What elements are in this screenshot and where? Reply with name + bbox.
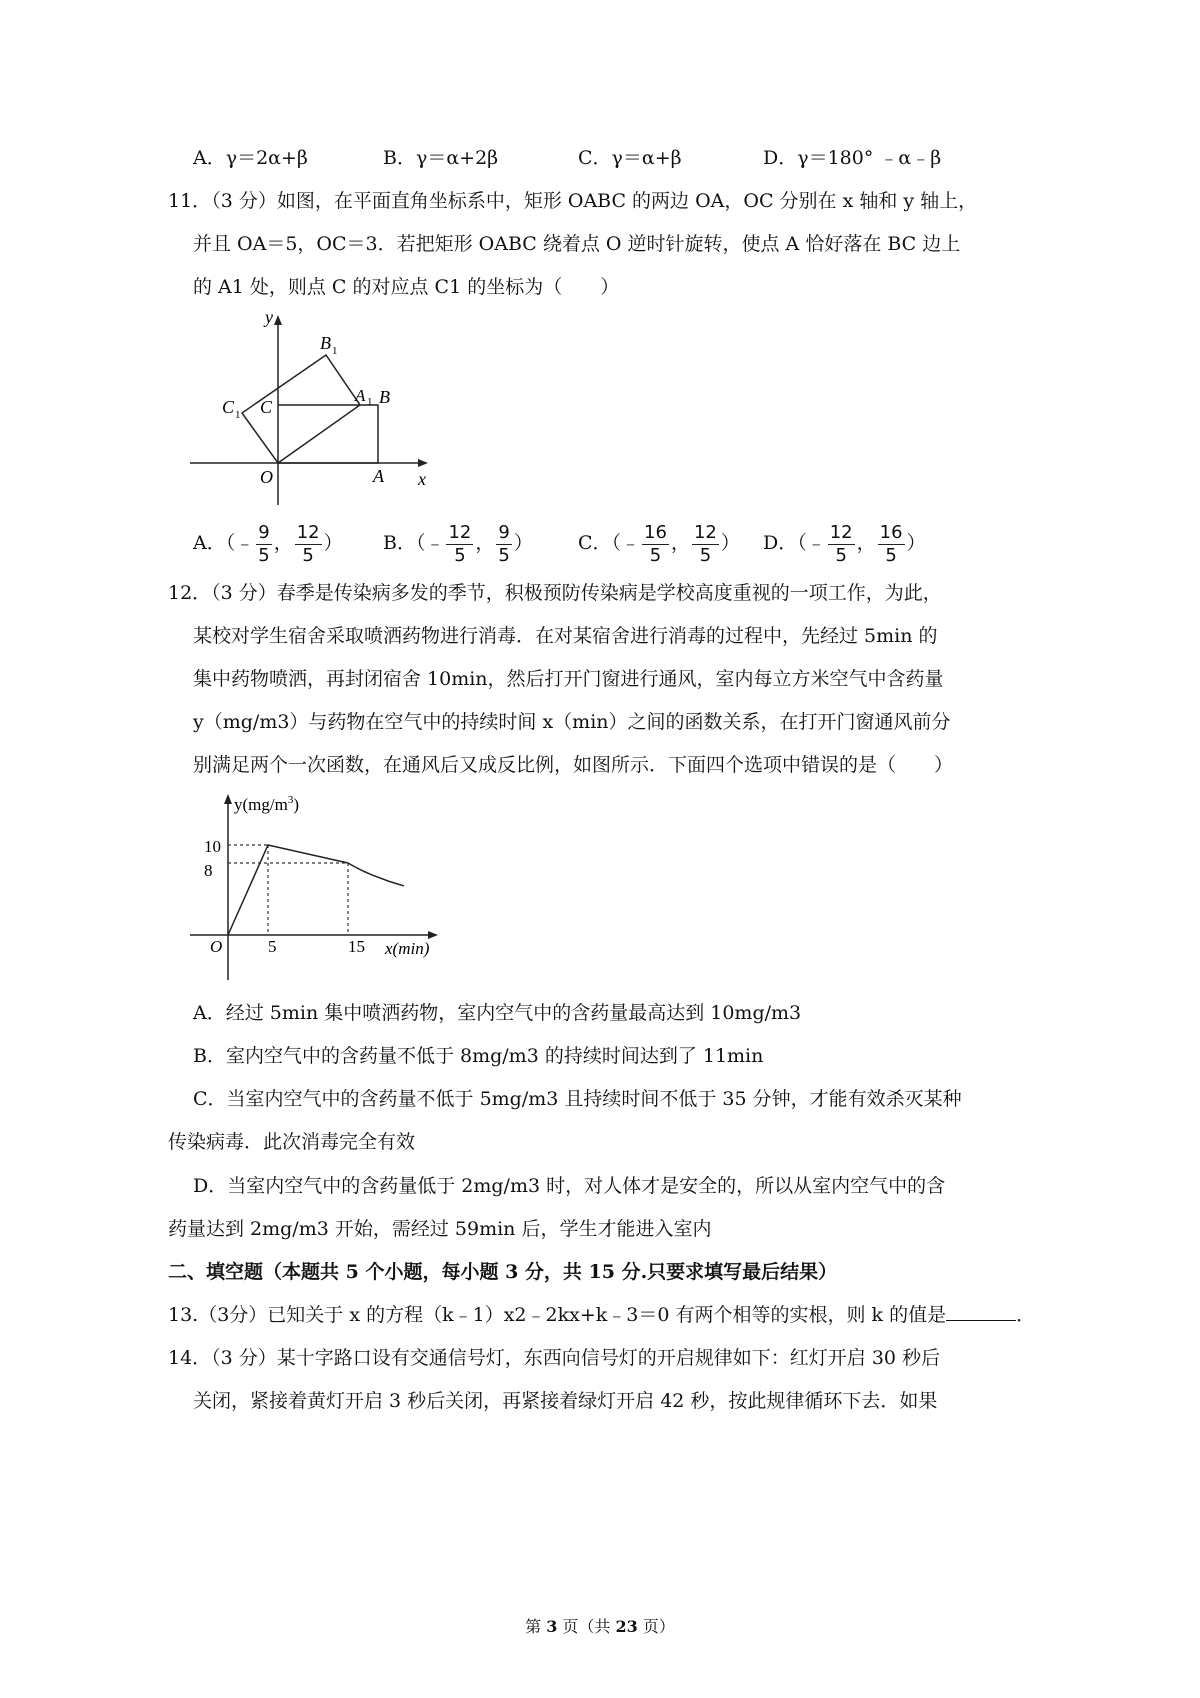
q10-option-b: B．γ＝α+2β: [383, 147, 499, 169]
q13-answer-blank: [946, 1300, 1016, 1321]
q12-option-a: A．经过 5min 集中喷洒药物，室内空气中的含药量最高达到 10mg/m3: [193, 1002, 802, 1024]
q12-option-d-line-2: 药量达到 2mg/m3 开始，需经过 59min 后，学生才能进入室内: [168, 1218, 712, 1240]
q12-chart: [190, 790, 450, 985]
chart-xtick-5: 5: [268, 937, 277, 956]
q11-option-d-frac1: $\frac{12}{5}$: [829, 521, 853, 566]
label-b1: B: [320, 333, 331, 353]
q11-option-b-frac2: $\frac{9}{5}$: [498, 521, 510, 566]
label-a: A: [373, 466, 384, 486]
chart-origin-label: O: [210, 937, 223, 956]
q14-line-2: 关闭，紧接着黄灯开启 3 秒后关闭，再紧接着绿灯开启 42 秒，按此规律循环下去．如果: [193, 1390, 938, 1412]
chart-y-axis-arrow: [224, 794, 232, 804]
q11-option-d: D．（﹣ $\frac{12}{5}$ ， $\frac{16}{5}$ ）: [763, 521, 926, 566]
q11-option-b-letter: B．（﹣: [383, 532, 445, 554]
q11-option-c-frac2: $\frac{12}{5}$: [693, 521, 717, 566]
chart-xtick-15: 15: [348, 937, 365, 956]
q12-option-c-line-1: C．当室内空气中的含药量不低于 5mg/m3 且持续时间不低于 35 分钟，才能有效杀灭某种: [193, 1088, 962, 1110]
chart-xlabel: x(min): [385, 939, 430, 958]
q11-option-a: A．（﹣ $\frac{9}{5}$ ， $\frac{12}{5}$ ）: [193, 521, 343, 566]
label-x: x: [418, 469, 426, 489]
page-number: 3: [546, 1617, 558, 1636]
q11-figure: [190, 305, 440, 510]
label-c1: C: [222, 397, 235, 417]
q11-text-1: 如图，在平面直角坐标系中，矩形 OABC 的两边 OA，OC 分别在 x 轴和 y 轴上，: [276, 190, 978, 212]
section-2-heading: 二、填空题（本题共 5 个小题，每小题 3 分，共 15 分.只要求填写最后结果）: [168, 1261, 838, 1283]
chart-x-axis-arrow: [428, 931, 438, 939]
chart-ytick-8: 8: [204, 861, 213, 880]
q11-option-c-frac1: $\frac{16}{5}$: [644, 521, 667, 566]
y-axis-arrow: [274, 315, 282, 325]
q11-option-d-frac2: $\frac{16}{5}$: [879, 521, 903, 566]
q12-line-3: 集中药物喷洒，再封闭宿舍 10min，然后打开门窗进行通风，室内每立方米空气中含药量: [193, 668, 944, 690]
q11-option-c: C．（﹣ $\frac{16}{5}$ ， $\frac{12}{5}$ ）: [578, 521, 740, 566]
q11-option-b-frac1: $\frac{12}{5}$: [448, 521, 472, 566]
q13-text: 13.（3分）已知关于 x 的方程（k﹣1）x2﹣2kx+k﹣3＝0 有两个相等的实根，则 k 的值是: [168, 1304, 947, 1326]
q11-option-a-frac1: $\frac{9}{5}$: [258, 521, 270, 566]
q11-line-1: [168, 186, 977, 216]
q12-line-2: 某校对学生宿舍采取喷洒药物进行消毒．在对某宿舍进行消毒的过程中，先经过 5min 的: [193, 625, 938, 647]
q11-option-b: B．（﹣ $\frac{12}{5}$ ， $\frac{9}{5}$ ）: [383, 521, 533, 566]
chart-ytick-10: 10: [204, 837, 221, 856]
label-c: C: [260, 397, 273, 417]
q11-line-2: 并且 OA＝5，OC＝3．若把矩形 OABC 绕着点 O 逆时针旋转，使点 A 恰好落在 BC 边上: [193, 233, 961, 255]
q12-option-d-line-1: D．当室内空气中的含药量低于 2mg/m3 时，对人体才是安全的，所以从室内空气中的含: [193, 1175, 946, 1197]
q11-score: （3 分）: [211, 190, 277, 212]
label-o: O: [260, 467, 273, 487]
q11-number: 11．: [168, 190, 212, 212]
q12-option-c-line-2: 传染病毒．此次消毒完全有效: [168, 1131, 416, 1153]
label-a1: A: [355, 386, 366, 405]
q12-line-1: 12．（3 分）春季是传染病多发的季节，积极预防传染病是学校高度重视的一项工作，为此，: [168, 582, 942, 604]
q10-option-c: C．γ＝α+β: [578, 147, 682, 169]
label-b: B: [379, 387, 390, 407]
rectangle-oabc: [278, 405, 378, 463]
page-footer: 第 3 页（共 23 页）: [525, 1617, 675, 1636]
q10-option-d: D．γ＝180° ﹣α﹣β: [763, 147, 942, 169]
q11-option-c-letter: C．（﹣: [578, 532, 641, 554]
q13-end: ．: [1016, 1304, 1036, 1326]
chart-ylabel: $y(mg/m^3)$: [234, 794, 300, 814]
q14-line-1: 14．（3 分）某十字路口设有交通信号灯，东西向信号灯的开启规律如下：红灯开启 30 秒后: [168, 1347, 941, 1369]
chart-series: [228, 845, 404, 935]
q12-line-4: y（mg/m3）与药物在空气中的持续时间 x（min）之间的函数关系，在打开门窗通风前分: [193, 711, 951, 733]
chart-series-linear: [228, 845, 348, 935]
q11-option-a-frac2: $\frac{12}{5}$: [296, 521, 320, 566]
q11-option-d-letter: D．（﹣: [763, 532, 826, 554]
label-c1-sub: 1: [235, 409, 241, 421]
q12-option-b: B．室内空气中的含药量不低于 8mg/m3 的持续时间达到了 11min: [193, 1045, 764, 1067]
q11-option-a-letter: A．（﹣: [193, 532, 255, 554]
x-axis-arrow: [418, 459, 428, 467]
page-total: 23: [615, 1617, 638, 1636]
label-a1-sub: 1: [367, 396, 373, 408]
q13-line: [168, 1300, 1035, 1330]
chart-series-curve: [348, 863, 404, 886]
q10-option-a: A．γ＝2α+β: [193, 147, 308, 169]
q11-line-3: 的 A1 处，则点 C 的对应点 C1 的坐标为（ ）: [193, 276, 620, 298]
label-y: y: [265, 307, 273, 327]
label-b1-sub: 1: [332, 345, 338, 357]
q12-line-5: 别满足两个一次函数，在通风后又成反比例，如图所示．下面四个选项中错误的是（ ）: [193, 754, 954, 776]
